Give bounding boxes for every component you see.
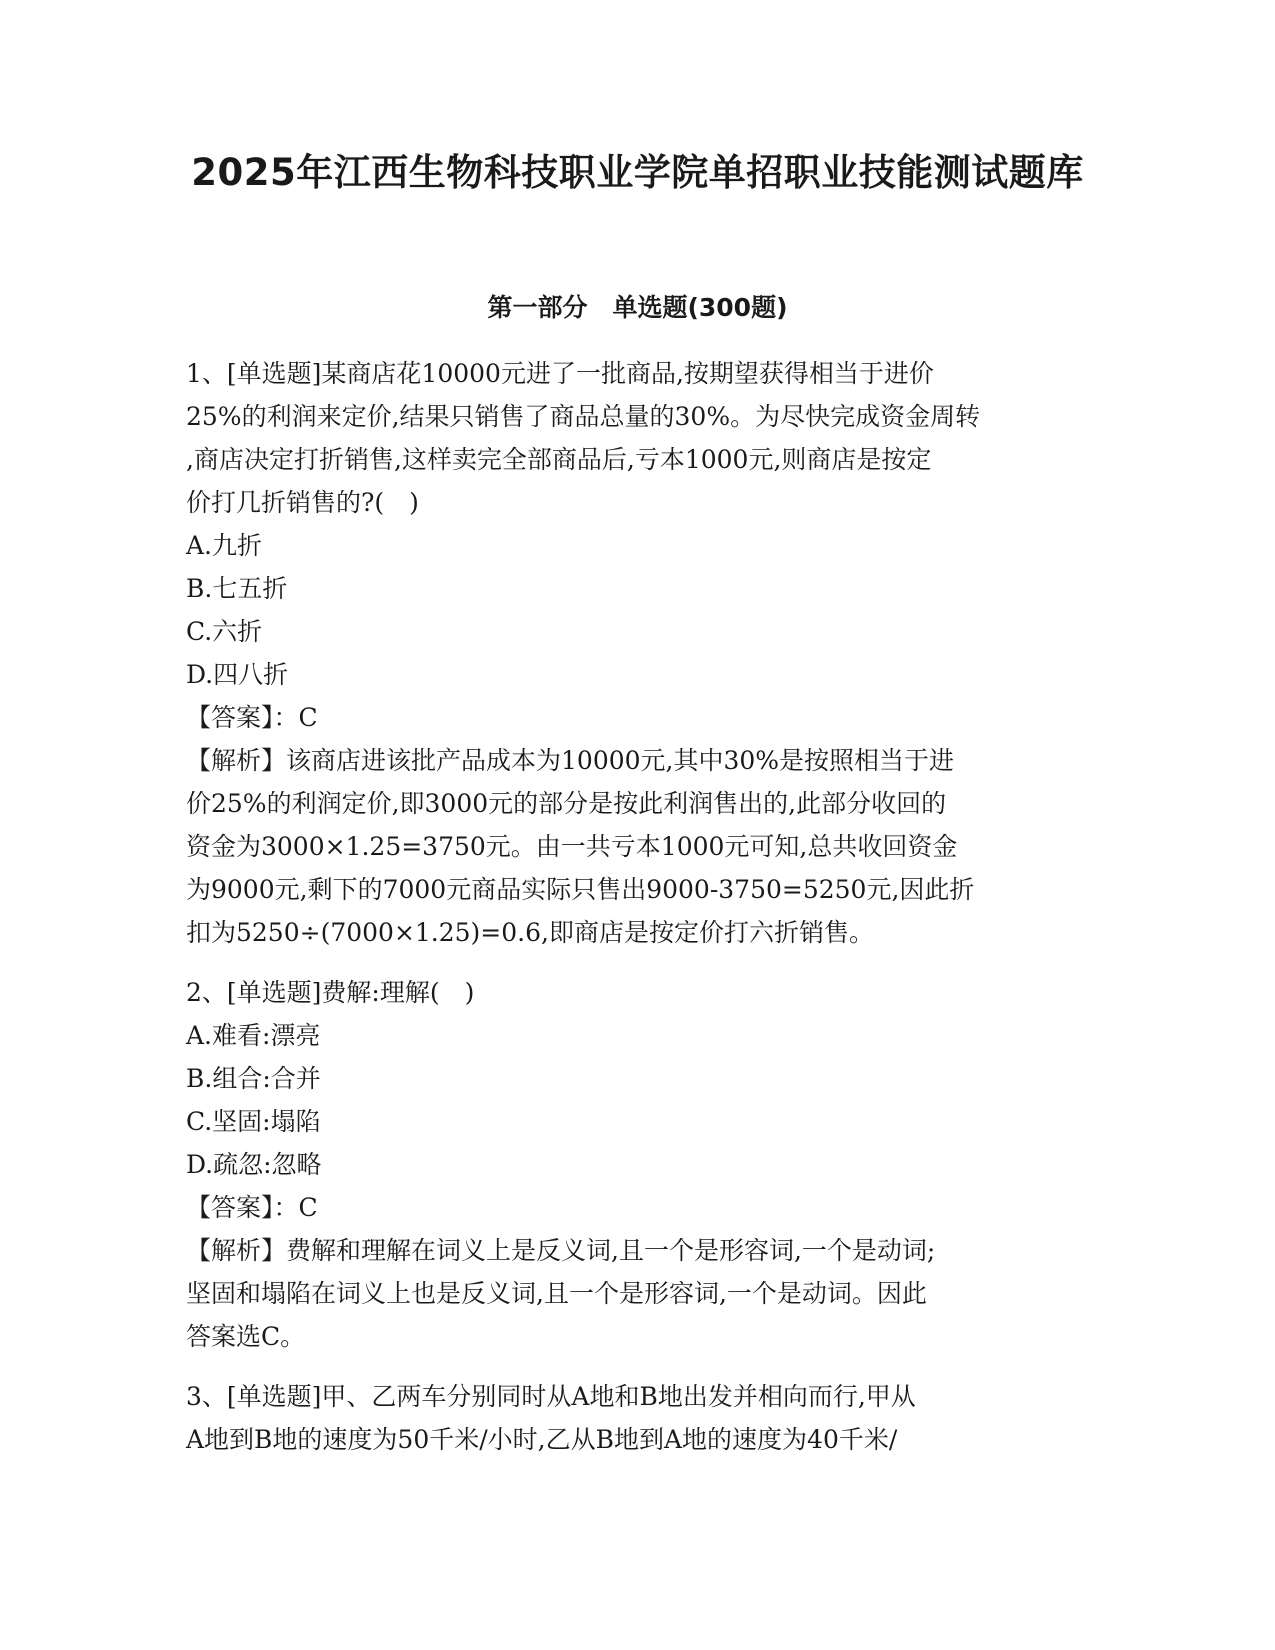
document-title: 2025年江西生物科技职业学院单招职业技能测试题库 bbox=[191, 151, 1084, 194]
answer-analysis-line: 【解析】费解和理解在词义上是反义词,且一个是形容词,一个是动词; bbox=[186, 1236, 936, 1265]
question-block bbox=[186, 971, 1086, 1358]
question-stem-line: 25%的利润来定价,结果只销售了商品总量的30%。为尽快完成资金周转 bbox=[186, 402, 981, 431]
answer-option: B.七五折 bbox=[186, 574, 288, 603]
question-stem bbox=[186, 971, 1086, 1014]
answer-analysis-line: 坚固和塌陷在词义上也是反义词,且一个是形容词,一个是动词。因此 bbox=[186, 1279, 927, 1308]
answer-key: 【答案】：C bbox=[186, 703, 318, 732]
answer-option: D.四八折 bbox=[186, 660, 289, 689]
answer-analysis bbox=[186, 739, 1086, 954]
answer-analysis-line: 答案选C。 bbox=[186, 1322, 306, 1351]
answer-analysis-line: 价25%的利润定价,即3000元的部分是按此利润售出的,此部分收回的 bbox=[186, 789, 947, 818]
section-title: 第一部分 单选题(300题) bbox=[487, 293, 788, 322]
question-stem-line: A地到B地的速度为50千米/小时,乙从B地到A地的速度为40千米/ bbox=[186, 1425, 898, 1454]
question-stem-line: ,商店决定打折销售,这样卖完全部商品后,亏本1000元,则商店是按定 bbox=[186, 445, 932, 474]
question-stem-line: 价打几折销售的?( ) bbox=[186, 488, 419, 517]
question-block bbox=[186, 1375, 1086, 1461]
question-block bbox=[186, 352, 1086, 954]
answer-analysis bbox=[186, 1229, 1086, 1358]
question-stem-line: 1、[单选题]某商店花10000元进了一批商品,按期望获得相当于进价 bbox=[186, 359, 934, 388]
answer-option: A.难看:漂亮 bbox=[186, 1021, 321, 1050]
answer-option: B.组合:合并 bbox=[186, 1064, 321, 1093]
answer-key: 【答案】：C bbox=[186, 1193, 318, 1222]
answer-analysis-line: 为9000元,剩下的7000元商品实际只售出9000-3750=5250元,因此折 bbox=[186, 875, 975, 904]
answer-analysis-line: 资金为3000×1.25=3750元。由一共亏本1000元可知,总共收回资金 bbox=[186, 832, 958, 861]
answer-analysis-line: 扣为5250÷(7000×1.25)=0.6,即商店是按定价打六折销售。 bbox=[186, 918, 874, 947]
answer-option: C.六折 bbox=[186, 617, 263, 646]
answer-option: D.疏忽:忽略 bbox=[186, 1150, 322, 1179]
question-stem-line: 2、[单选题]费解:理解( ) bbox=[186, 978, 475, 1007]
answer-analysis-line: 【解析】该商店进该批产品成本为10000元,其中30%是按照相当于进 bbox=[186, 746, 955, 775]
question-stem bbox=[186, 352, 1086, 524]
question-stem bbox=[186, 1375, 1086, 1461]
question-stem-line: 3、[单选题]甲、乙两车分别同时从A地和B地出发并相向而行,甲从 bbox=[186, 1382, 916, 1411]
answer-option: A.九折 bbox=[186, 531, 263, 560]
answer-option: C.坚固:塌陷 bbox=[186, 1107, 321, 1136]
question-list bbox=[186, 352, 1086, 1478]
